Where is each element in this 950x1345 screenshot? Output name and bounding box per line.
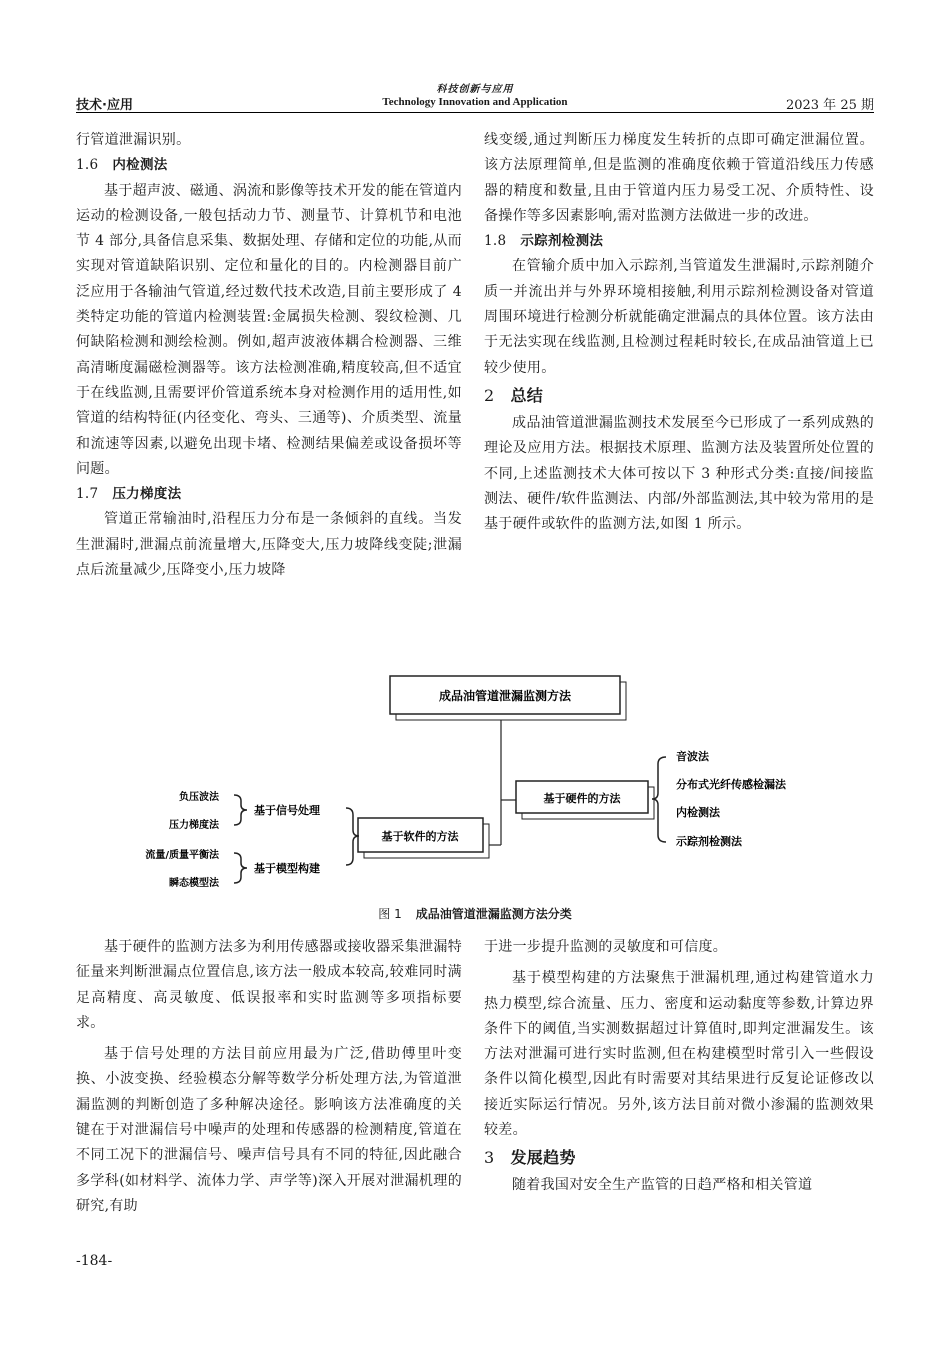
- caption-number: 图 1: [378, 907, 402, 921]
- section-title: 示踪剂检测法: [520, 233, 604, 250]
- model-item: 瞬态模型法: [169, 878, 219, 889]
- model-label: 基于模型构建: [254, 862, 320, 875]
- header-section: 技术·应用: [76, 98, 133, 113]
- root-label: 成品油管道泄漏监测方法: [438, 689, 572, 703]
- figure-caption: [76, 905, 874, 922]
- paragraph: 基于模型构建的方法聚焦于泄漏机理,通过构建管道水力热力模型,综合流量、压力、密度和运动黏度等参数,计算边界条件下的阈值,当实测数据超过计算值时,即判定泄漏发生。该方法对泄漏可进行实时监测,但在构建模型时常引入一些假设条件以简化模型,因此有时需要对其结果进行反复论证修改以接近实际运行情况。另外,该方法目前对微小渗漏的监测效果较差。: [484, 970, 874, 1139]
- section-number: 1.8: [484, 233, 507, 250]
- section-number: 2: [484, 385, 495, 405]
- figure-diagram: [76, 668, 874, 928]
- section-number: 3: [484, 1148, 495, 1168]
- paragraph: 行管道泄漏识别。: [76, 132, 191, 148]
- paragraph: 在管输介质中加入示踪剂,当管道发生泄漏时,示踪剂随介质一并流出并与外界环境相接触,利用示踪剂检测设备对管道周围环境进行检测分析就能确定泄漏点的具体位置。该方法由于无法实现在线监测,且检测过程耗时较长,在成品油管道上已较少使用。: [484, 258, 874, 376]
- section-title: 发展趋势: [510, 1148, 576, 1168]
- signal-brace: [234, 795, 247, 825]
- paragraph: 基于硬件的监测方法多为利用传感器或接收器采集泄漏特征量来判断泄漏点位置信息,该方法一般成本较高,较难同时满足高精度、高灵敏度、低误报率和实时监测等多项指标要求。: [76, 939, 462, 1031]
- header-rule: [76, 112, 874, 113]
- paragraph: 基于超声波、磁通、涡流和影像等技术开发的能在管道内运动的检测设备,一般包括动力节、测量节、计算机节和电池节 4 部分,具备信息采集、数据处理、存储和定位的功能,从而实现对管道缺陷识别、定位和量化的目的。内检测器目前广泛应用于各输油气管道,经过数代技术改造,目前主要形成了 4 类特定功能的管道内检测装置:金属损失检测、裂纹检测、几何缺陷检测和测绘检测。例如,超声波液体耦合检测器、三维高清晰度漏磁检测器等。该方法检测准确,精度较高,但不适宜于在线监测,且需要评价管道系统本身对检测作用的适用性,如管道的结构特征(内径变化、弯头、三通等)、介质类型、流量和流速等因素,以避免出现卡堵、检测结果偏差或设备损坏等问题。: [76, 182, 462, 477]
- paragraph: 基于信号处理的方法目前应用最为广泛,借助傅里叶变换、小波变换、经验模态分解等数学分析处理方法,为管道泄漏监测的判断创造了多种解决途径。影响该方法准确度的关键在于对泄漏信号中噪声的处理和传感器的检测精度,管道在不同工况下的泄漏信号、噪声信号具有不同的特征,因此融合多学科(如材料学、流体力学、声学等)深入开展对泄漏机理的研究,有助: [76, 1046, 462, 1214]
- section-heading-1-6: [76, 153, 462, 178]
- right-column-top: [484, 128, 874, 537]
- paragraph: 随着我国对安全生产监管的日趋严格和相关管道: [512, 1177, 813, 1194]
- section-title: 压力梯度法: [112, 486, 182, 503]
- paragraph: 于进一步提升监测的灵敏度和可信度。: [484, 939, 728, 955]
- section-heading-1-8: [484, 229, 874, 254]
- hardware-label: 基于硬件的方法: [543, 792, 621, 805]
- left-column-bottom: [76, 935, 462, 1219]
- section-title: 总结: [510, 385, 544, 405]
- signal-item: 压力梯度法: [169, 820, 219, 831]
- software-brace: [346, 808, 359, 865]
- section-heading-1-7: [76, 482, 462, 507]
- journal-title-cn: 科技创新与应用: [436, 84, 514, 95]
- page-number: -184-: [76, 1253, 113, 1269]
- signal-item: 负压波法: [179, 792, 219, 803]
- paragraph: 线变缓,通过判断压力梯度发生转折的点即可确定泄漏位置。该方法原理简单,但是监测的准确度依赖于管道沿线压力传感器的精度和数量,且由于管道内压力易受工况、介质特性、设备操作等多因素影响,需对监测方法做进一步的改进。: [484, 132, 874, 224]
- paragraph: 成品油管道泄漏监测技术发展至今已形成了一系列成熟的理论及应用方法。根据技术原理、监测方法及装置所处位置的不同,上述监测技术大体可按以下 3 种形式分类:直接/间接监测法、硬件/软件监测法、内部/外部监测法,其中较为常用的是基于硬件或软件的监测方法,如图 1 所示。: [484, 414, 874, 533]
- right-column-bottom: [484, 935, 874, 1199]
- section-heading-3: [484, 1143, 874, 1173]
- hardware-brace: [652, 757, 666, 842]
- model-item: 流量/质量平衡法: [145, 850, 219, 861]
- left-column-top: [76, 128, 462, 583]
- software-label: 基于软件的方法: [381, 830, 459, 843]
- signal-label: 基于信号处理: [254, 804, 320, 817]
- hardware-item: 内检测法: [676, 806, 720, 819]
- section-title: 内检测法: [112, 157, 168, 174]
- journal-title: [300, 80, 650, 108]
- model-brace: [234, 853, 247, 883]
- hardware-item: 音波法: [676, 750, 709, 763]
- journal-title-en: Technology Innovation and Application: [382, 96, 568, 108]
- caption-text: 成品油管道泄漏监测方法分类: [415, 907, 572, 921]
- hardware-item: 分布式光纤传感检漏法: [676, 778, 786, 791]
- section-heading-2: [484, 381, 874, 411]
- paragraph: 管道正常输油时,沿程压力分布是一条倾斜的直线。当发生泄漏时,泄漏点前流量增大,压降变大,压力坡降线变陡;泄漏点后流量减少,压降变小,压力坡降: [76, 511, 462, 579]
- hardware-item: 示踪剂检测法: [676, 835, 742, 848]
- issue-label: 2023 年 25 期: [785, 98, 874, 113]
- section-number: 1.6: [76, 157, 99, 174]
- section-number: 1.7: [76, 486, 99, 503]
